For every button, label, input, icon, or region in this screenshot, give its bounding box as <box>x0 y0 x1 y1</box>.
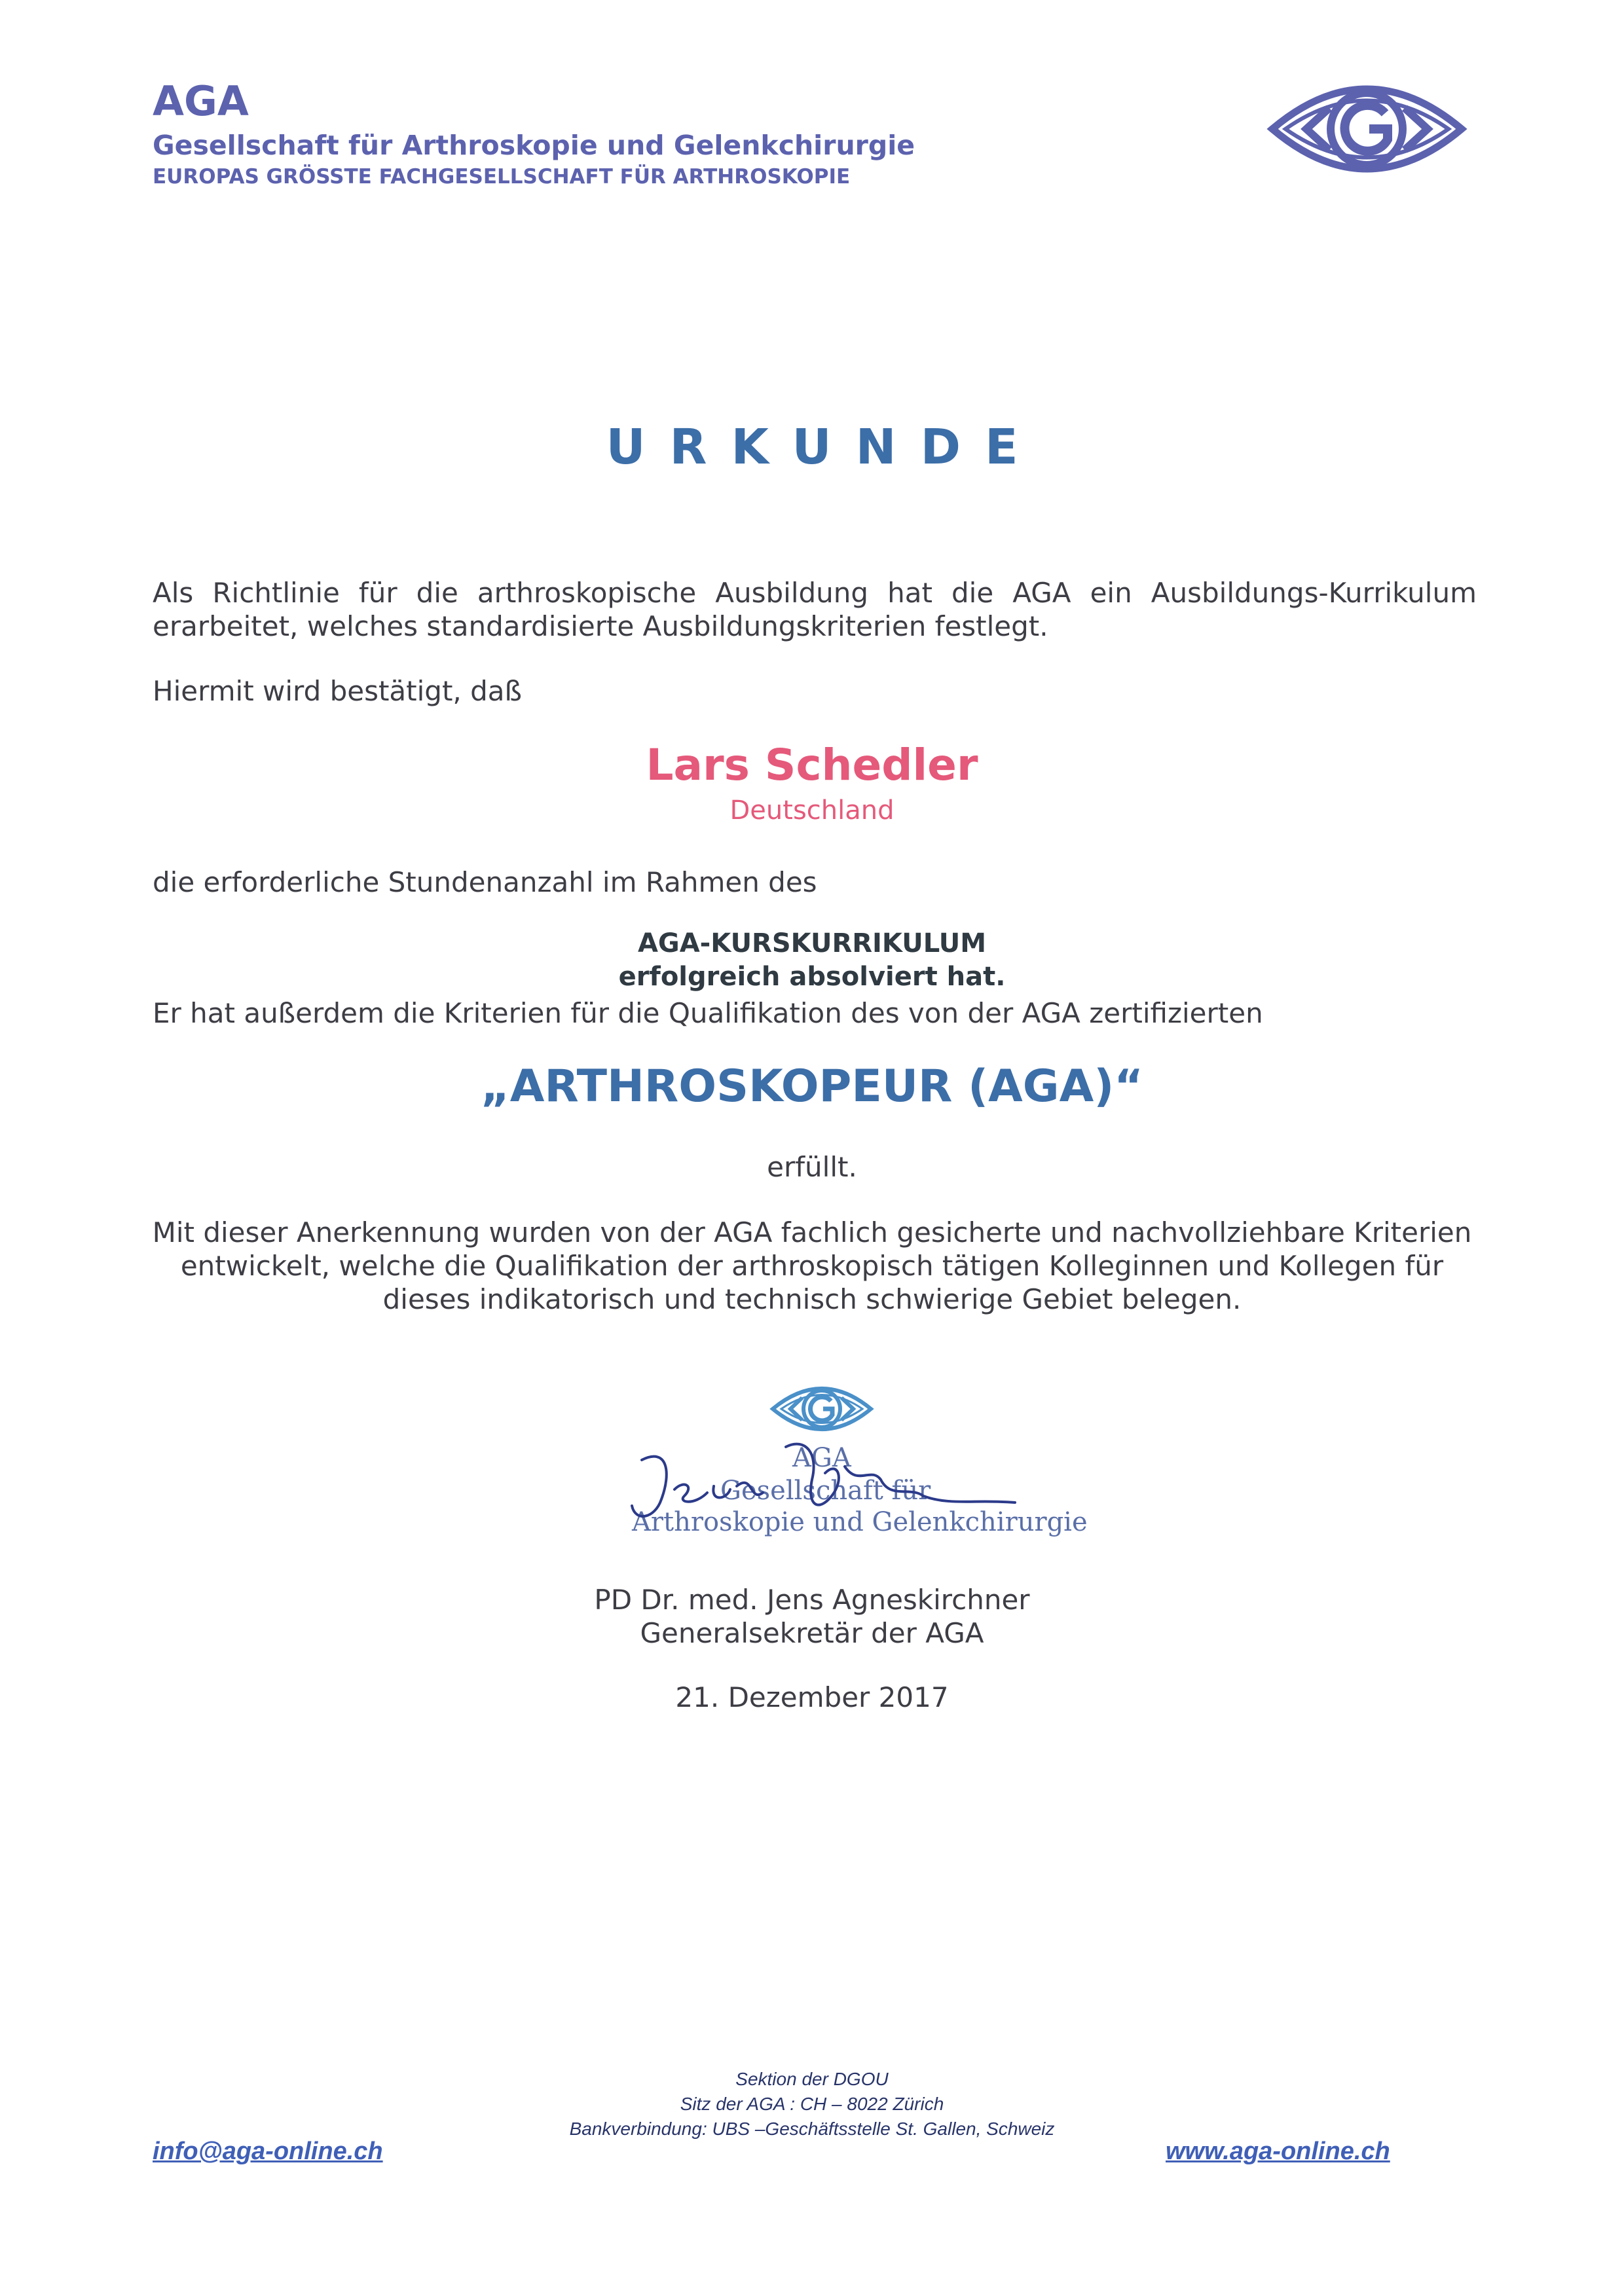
criteria-text: Er hat außerdem die Kriterien für die Qualifikation des von der AGA zertifizierten <box>153 997 1263 1029</box>
curriculum-title: AGA-KURSKURRIKULUM <box>637 928 987 958</box>
stamp-line: AGA <box>792 1443 851 1473</box>
footer-email-link[interactable]: info@aga-online.ch <box>153 2138 383 2165</box>
recognition-line: Mit dieser Anerkennung wurden von der AGA fachlich gesicherte und nachvollziehbare Kriterien <box>152 1216 1472 1248</box>
hours-text: die erforderliche Stundenanzahl im Rahmen des <box>153 866 817 898</box>
footer-bank: Bankverbindung: UBS –Geschäftsstelle St. Gallen, Schweiz <box>569 2119 1055 2139</box>
recipient-country: Deutschland <box>729 795 895 826</box>
stamp-eye-logo-icon <box>769 1378 874 1440</box>
qualification-title: „ARTHROSKOPEUR (AGA)“ <box>481 1061 1143 1112</box>
recognition-line: entwickelt, welche die Qualifikation der arthroskopisch tätigen Kolleginnen und Kollegen für <box>180 1250 1444 1282</box>
footer-website-link[interactable]: www.aga-online.ch <box>1166 2138 1390 2165</box>
certificate-title: URKUNDE <box>606 419 1043 475</box>
signatory-role: Generalsekretär der AGA <box>640 1617 984 1649</box>
recognition-line: dieses indikatorisch und technisch schwierige Gebiet belegen. <box>382 1283 1242 1315</box>
fulfilled-text: erfüllt. <box>767 1151 857 1183</box>
footer-section: Sektion der DGOU <box>735 2069 889 2089</box>
society-tagline: EUROPAS GRÖSSTE FACHGESELLSCHAFT FÜR ARTHROSKOPIE <box>153 165 851 189</box>
eye-logo-icon <box>1267 69 1467 190</box>
stamp-line: Gesellschaft für <box>720 1476 931 1506</box>
signatory-name: PD Dr. med. Jens Agneskirchner <box>594 1584 1030 1616</box>
recipient-name: Lars Schedler <box>646 740 978 790</box>
intro-line-1: Als Richtlinie für die arthroskopische Ausbildung hat die AGA ein Ausbildungs-Kurrikulum <box>153 577 1477 609</box>
society-name: Gesellschaft für Arthroskopie und Gelenkchirurgie <box>153 130 915 161</box>
stamp-line: Arthroskopie und Gelenkchirurgie <box>632 1507 1088 1537</box>
confirmation-text: Hiermit wird bestätigt, daß <box>153 675 522 707</box>
issue-date: 21. Dezember 2017 <box>675 1681 949 1713</box>
society-abbreviation: AGA <box>153 77 249 125</box>
footer-address: Sitz der AGA : CH – 8022 Zürich <box>680 2094 944 2114</box>
intro-line-2: erarbeitet, welches standardisierte Ausbildungskriterien festlegt. <box>153 610 1048 642</box>
curriculum-completed: erfolgreich absolviert hat. <box>618 962 1006 992</box>
signature-stamp <box>622 1434 1088 1545</box>
